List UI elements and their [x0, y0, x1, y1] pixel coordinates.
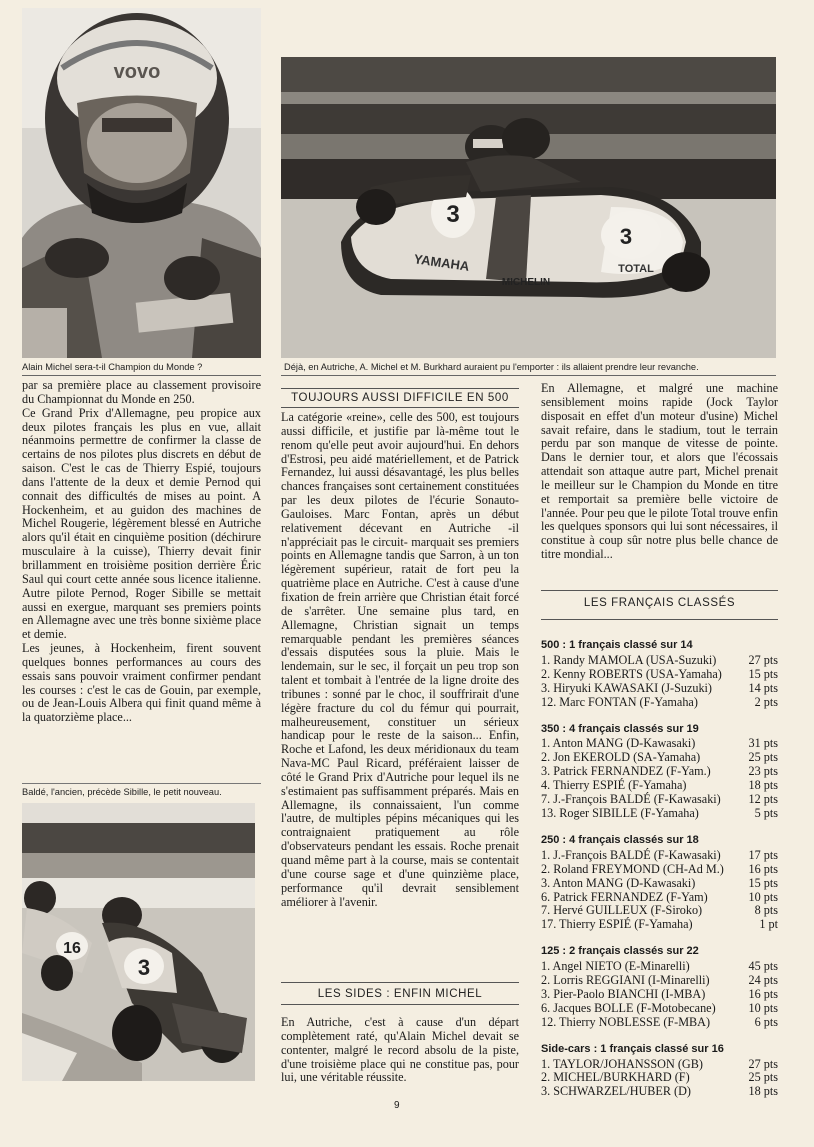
result-row: 3. Hiryuki KAWASAKI (J-Suzuki) 14 pts — [541, 680, 778, 695]
photo-motorcycle-race — [22, 803, 255, 1081]
sidecar-sponsor-michelin: MICHELIN — [501, 277, 551, 288]
result-row: 2. Lorris REGGIANI (I-Minarelli) 24 pts — [541, 973, 778, 988]
col2b-para-1: En Autriche, c'est à cause d'un départ complètement raté, qu'Alain Michel devait se contenter, malgré le record absolu de la piste, d'une troisième place qui ne constitue pas, pour lui, une véritable réussite. — [281, 1015, 519, 1085]
results-group-sidecars — [541, 1043, 778, 1100]
caption-bottom-left: Baldé, l'ancien, précède Sibille, le petit nouveau. — [22, 787, 222, 797]
bike-number-back: 16 — [63, 940, 81, 957]
result-row: 6. Jacques BOLLE (F-Motobecane) 10 pts — [541, 1000, 778, 1015]
photo-sidecar — [281, 57, 776, 358]
result-row: 1. J.-François BALDÉ (F-Kawasaki) 17 pts — [541, 847, 778, 862]
col1-para-1: par sa première place au classement provisoire du Championnat du Monde en 250. — [22, 378, 261, 406]
helmet-text: vovo — [113, 61, 161, 83]
result-row: 2. Roland FREYMOND (CH-Ad M.) 16 pts — [541, 861, 778, 876]
col1-para-3: Les jeunes, à Hockenheim, firent souvent quelques bonnes performances au cours des essais sans pouvoir vraiment confirmer pendant les courses : c'est le cas de Gouin, par exemple, ou de Jean-Louis Albera qui finit quand même à la quatorzième place... — [22, 641, 261, 725]
result-row: 2. MICHEL/BURKHARD (F) 25 pts — [541, 1070, 778, 1085]
caption-top-right: Déjà, en Autriche, A. Michel et M. Burkhard auraient pu l'emporter : ils allaient prendre leur revanche. — [284, 362, 699, 372]
photo-rider-portrait — [22, 8, 261, 358]
results-group-125 — [541, 945, 778, 1029]
col1-para-2: Ce Grand Prix d'Allemagne, peu propice aux deux pilotes français les plus en vue, allait néanmoins permettre de confirmer la classe de certains de nos pilotes plus discrets en début de saison. C'est le cas de Thierry Espié, toujours dans l'attente de la deux et demie Pernod qui connait des difficultés de mises au point. A Hockenheim, et au guidon des machines de Michel Rougerie, légèrement blessé en Autriche alors qu'il était en cinquième position (déchirure musculaire à la cuisse), Thierry devait finir brillamment en troisième position derrière Éric Saul qui court cette année sous licence italienne. Autre pilote Pernod, Roger Sibille se mettait aussi en exergue, marquant ses premiers points en Allemagne avec une très bonne sixième place et demie. — [22, 405, 261, 642]
result-row: 3. SCHWARZEL/HUBER (D) 18 pts — [541, 1084, 778, 1099]
sidecar-sponsor-yamaha: YAMAHA — [412, 251, 471, 274]
col3-para-1: En Allemagne, et malgré une machine sensiblement moins rapide (Jock Taylor disposait en effet d'un moteur d'usine) Michel savait refaire, dans le stadium, tout le terrain perdu par son manque de vitesse de pointe. Dans le dernier tour, et alors que l'écossais attendait son attaque autre part, Michel prenait le meilleur sur le Champion du Monde en titre et remportait sa première belle victoire de l'année. Pour peu que le pilote Total trouve enfin les quelques sponsors qui lui sont nécessaires, il constitue à coup sûr notre plus belle chance de titre mondial... — [541, 381, 779, 562]
result-row: 1. TAYLOR/JOHANSSON (GB) 27 pts — [541, 1056, 778, 1071]
sidecar-number-front: 3 — [446, 201, 460, 228]
heading-results: LES FRANÇAIS CLASSÉS — [583, 597, 736, 609]
caption-top-left: Alain Michel sera-t-il Champion du Monde ? — [22, 362, 203, 372]
result-row: 12. Thierry NOBLESSE (F-MBA) 6 pts — [541, 1014, 778, 1029]
result-row: 13. Roger SIBILLE (F-Yamaha) 5 pts — [541, 805, 778, 820]
result-row: 6. Patrick FERNANDEZ (F-Yam) 10 pts — [541, 889, 778, 904]
col2-para-1: La catégorie «reine», celle des 500, est toujours aussi difficile, et justifie par là-même tout le renom qu'elle peut avoir aujourd'hui. En dehors d'Estrosi, peu aidé matériellement, et de Patrick Fernandez, lui aussi désavantagé, les plus belles chances françaises sont certainement constituées par les deux pilotes de l'écurie Sonauto-Gauloises. Marc Fontan, après un début relativement décevant en Autriche -il n'appréciait pas le circuit- marquait ses premiers points en Allemagne tandis que Sarron, à un ton légèrement supérieur, ratait de fort peu la quatrième place en Autriche. C'est à cause d'une fixation de frein arrière que Christian était forcé de s'arrêter. Une semaine plus tard, en Allemagne, Christian signait un temps remarquable pendant les premières séances d'essais disputées sous la pluie. Mais le lendemain, sur le sec, il forçait un peu trop son talent et tombait à l'entrée de la ligne droite des tribunes : sonné par le choc, il souffrirait d'une légère fracture du col du fémur qui pourrait, malheureusement, constituer un sérieux handicap pour le reste de la saison... Enfin, Roche et Lafond, les deux méridionaux du team Nava-MC Paul Ricard, préféraient laisser de côté le Grand Prix d'Autriche pour lequel ils ne s'estimaient pas suffisamment préparés. Mais en Allemagne, ils connaissaient, l'un comme l'autre, de multiples pépins mécaniques qui les contraignaient pratiquement au rôle d'observateurs pendant les essais. Roche prenait quand même part à la course, mais se contentait d'une course sage et d'une quinzième place, performance qu'il devrait sensiblement améliorer à l'avenir. — [281, 410, 519, 909]
article-column-2 — [281, 411, 519, 909]
sidecar-sponsor-total: TOTAL — [618, 263, 654, 275]
result-row: 3. Patrick FERNANDEZ (F-Yam.) 23 pts — [541, 764, 778, 779]
article-column-3 — [541, 382, 778, 562]
result-row: 1. Angel NIETO (E-Minarelli) 45 pts — [541, 959, 778, 974]
result-row: 2. Kenny ROBERTS (USA-Yamaha) 15 pts — [541, 666, 778, 681]
page-number: 9 — [394, 1100, 400, 1111]
result-row: 17. Thierry ESPIÉ (F-Yamaha) 1 pt — [541, 917, 778, 932]
result-row: 12. Marc FONTAN (F-Yamaha) 2 pts — [541, 694, 778, 709]
results-group-500 — [541, 639, 778, 710]
result-row: 7. J.-François BALDÉ (F-Kawasaki) 12 pts — [541, 792, 778, 807]
result-row: 1. Anton MANG (D-Kawasaki) 31 pts — [541, 736, 778, 751]
results-group-title: 125 : 2 français classés sur 22 — [541, 945, 699, 958]
heading-sides: LES SIDES : ENFIN MICHEL — [317, 988, 483, 1000]
article-column-1 — [22, 379, 261, 725]
result-row: 7. Hervé GUILLEUX (F-Siroko) 8 pts — [541, 903, 778, 918]
results-group-350 — [541, 723, 778, 821]
result-row: 3. Anton MANG (D-Kawasaki) 15 pts — [541, 875, 778, 890]
result-row: 3. Pier-Paolo BIANCHI (I-MBA) 16 pts — [541, 986, 778, 1001]
results-group-title: 250 : 4 français classés sur 18 — [541, 833, 699, 846]
results-group-title: Side-cars : 1 français classé sur 16 — [541, 1042, 724, 1055]
result-row: 4. Thierry ESPIÉ (F-Yamaha) 18 pts — [541, 778, 778, 793]
bike-number-front: 3 — [137, 955, 151, 980]
article-column-2b — [281, 1016, 519, 1085]
heading-500: TOUJOURS AUSSI DIFFICILE EN 500 — [291, 392, 509, 404]
sidecar-number-side: 3 — [619, 224, 633, 249]
result-row: 1. Randy MAMOLA (USA-Suzuki) 27 pts — [541, 652, 778, 667]
results-group-title: 500 : 1 français classé sur 14 — [541, 639, 693, 651]
result-row: 2. Jon EKEROLD (SA-Yamaha) 25 pts — [541, 750, 778, 765]
results-group-title: 350 : 4 français classés sur 19 — [541, 722, 699, 735]
results-group-250 — [541, 834, 778, 932]
results-list — [541, 639, 778, 1112]
